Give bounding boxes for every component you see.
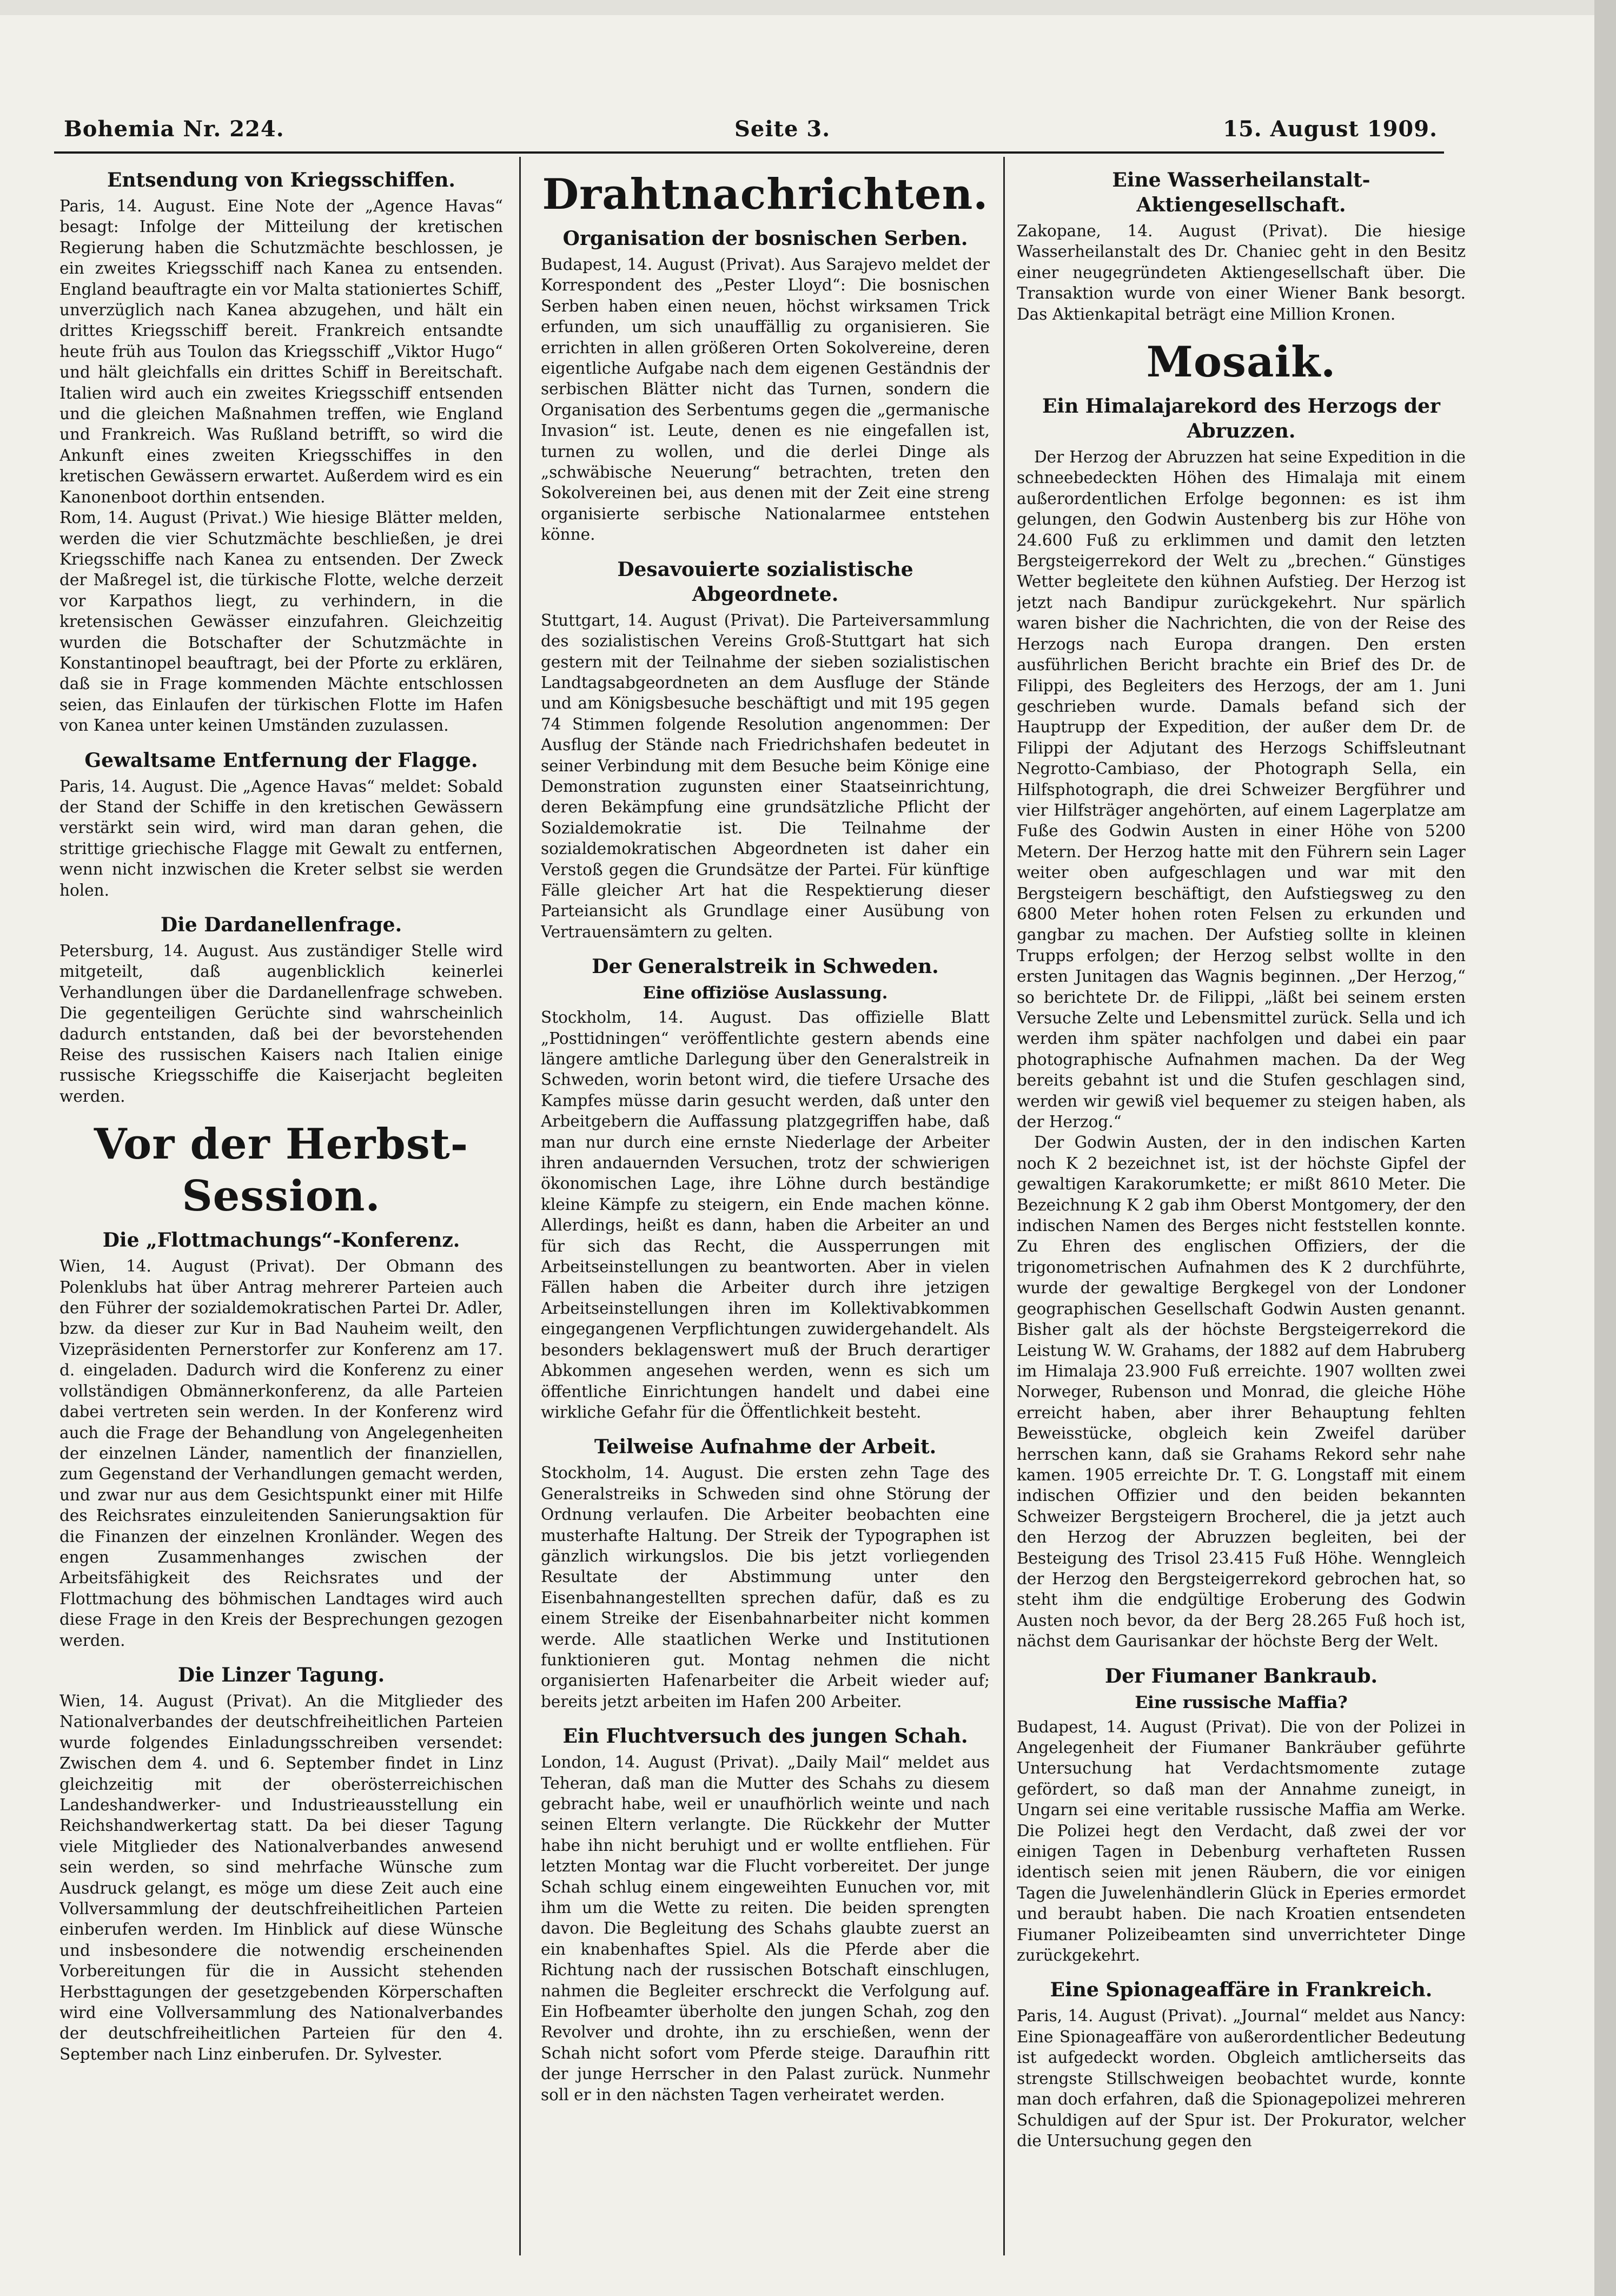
article-body: Stuttgart, 14. August (Privat). Die Parteiversammlung des sozialistischen Vereins Groß-Stuttgart hat sich gestern mit der Teilnahme der sieben sozialistischen Landtagsabgeordneten an dem Ausfluge der Stände und am Königsbesuche beschäftigt und mit 195 gegen 74 Stimmen folgende Resolution angenommen: Der Ausflug der Stände nach Friedrichshafen bedeutet in seiner Verbindung mit dem Besuche beim Könige eine Demonstration zugunsten einer Staatseinrichtung, deren Bekämpfung eine grundsätzliche Pflicht der Sozialdemokratie ist. Die Teilnahme der sozialdemokratischen Abgeordneten ist daher ein Verstoß gegen die Grundsätze der Partei. Für künftige Fälle gleicher Art hat die Respektierung dieser Parteiansicht als Grundlage einer Ausübung von Vertrauensämtern zu gelten. <box>541 611 990 941</box>
article-body: Stockholm, 14. August. Die ersten zehn Tage des Generalstreiks in Schweden sind ohne Störung der Ordnung verlaufen. Die Arbeiter beobachten eine musterhafte Haltung. Der Streik der Typographen ist gänzlich wirkungslos. Die bis jetzt vorliegenden Resultate der Abstimmung unter den Eisenbahnangestellten sprechen dafür, daß es zu einem Streike der Eisenbahnarbeiter nicht kommen werde. Alle staatlichen Werke und Institutionen funktionieren gut. Montag nehmen die nicht organisierten Hafenarbeiter die Arbeit wieder auf; bereits jetzt arbeiten im Hafen 200 Arbeiter. <box>541 1464 990 1711</box>
header-page-number: Seite 3. <box>734 116 831 142</box>
page-header <box>64 116 1438 149</box>
column-right <box>1017 162 1466 2272</box>
article-subheadline: Eine offiziöse Auslassung. <box>643 983 888 1003</box>
article-headline: Desavouierte sozialistische Abgeordnete. <box>617 558 913 606</box>
article-headline: Der Fiumaner Bankraub. <box>1104 1664 1378 1688</box>
article <box>1017 1977 1466 2151</box>
article <box>1017 394 1466 1652</box>
article <box>541 226 990 545</box>
article-headline: Die Dardanellenfrage. <box>160 914 402 936</box>
article-headline: Gewaltsame Entfernung der Flagge. <box>84 749 478 772</box>
article-body: Paris, 14. August. Die „Agence Havas“ meldet: Sobald der Stand der Schiffe in den kretischen Gewässern verstärkt sein wird, wird man daran gehen, die strittige griechische Flagge mit Gewalt zu entfernen, wenn nicht inzwischen die Kreter selbst sie werden holen. <box>59 777 503 899</box>
article <box>541 557 990 943</box>
article-body: London, 14. August (Privat). „Daily Mail“ meldet aus Teheran, daß man die Mutter des Schahs zu diesem gebracht habe, weil er unaufhörlich weinte und nach seinen Eltern verlangte. Die Rückkehr der Mutter habe ihn nicht beruhigt und er wollte entfliehen. Für letzten Montag war die Flucht vorbereitet. Der junge Schah schlug einem eingeweihten Eunuchen vor, mit ihm um die Wette zu reiten. Die beiden sprengten davon. Die Begleitung des Schahs glaubte zuerst an ein knabenhaftes Spiel. Als die Pferde aber die Richtung nach der russischen Botschaft einschlugen, nahmen die Begleiter erschreckt die Verfolgung auf. Ein Hofbeamter überholte den jungen Schah, zog den Revolver und drohte, ihn zu erschießen, wenn der Schah nicht sofort vom Pferde steige. Daraufhin ritt der junge Herrscher in den Palast zurück. Nunmehr soll er in den nächsten Tagen verheiratet werden. <box>541 1753 990 2104</box>
article-headline: Ein Fluchtversuch des jungen Schah. <box>562 1725 968 1748</box>
article-body: Paris, 14. August (Privat). „Journal“ meldet aus Nancy: Eine Spionageaffäre von außerordentlicher Bedeutung ist aufgedeckt worden. Obgleich amtlicherseits das strengste Stillschweigen beobachtet wurde, konnte man doch erfahren, daß die Spionagepolizei mehreren Schuldigen auf der Spur ist. Der Prokurator, welcher die Untersuchung gegen den <box>1017 2007 1466 2150</box>
section-heading: Mosaik. <box>1146 338 1336 387</box>
article-subheadline: Eine russische Maffia? <box>1135 1692 1348 1712</box>
article <box>541 1434 990 1712</box>
article <box>59 748 503 901</box>
article-body: Budapest, 14. August (Privat). Die von der Polizei in Angelegenheit der Fiumaner Bankräuber geführte Untersuchung hat Verdachtsmomente zutage gefördert, so daß man der Annahme zuneigt, in Ungarn sei eine veritable russische Maffia am Werke. Die Polizei hegt den Verdacht, daß zwei der vor einigen Tagen in Debenburg verhafteten Russen identisch seien mit jenen Räubern, die vor einigen Tagen die Juwelenhändlerin Glück in Eperies ermordet und beraubt haben. Die nach Kroatien entsendeten Fiumaner Polizeibeamten sind unverrichteter Dinge zurückgekehrt. <box>1017 1717 1466 1965</box>
article <box>1017 168 1466 325</box>
article <box>541 1724 990 2105</box>
article-body: Petersburg, 14. August. Aus zuständiger Stelle wird mitgeteilt, daß augenblicklich keinerlei Verhandlungen über die Dardanellenfrage schweben. Die gegenteiligen Gerüchte sind wahrscheinlich dadurch entstanden, daß bei der bevorstehenden Reise des russischen Kaisers nach Italien einige russische Kriegsschiffe die Kaiserjacht begleiten werden. <box>59 942 503 1106</box>
article <box>59 1228 503 1651</box>
article-headline: Eine Spionageaffäre in Frankreich. <box>1050 1979 1433 2002</box>
header-paper-number: Bohemia Nr. 224. <box>64 116 284 142</box>
scan-edge-right <box>1594 0 1616 2296</box>
article <box>59 168 503 736</box>
column-left <box>59 162 503 2272</box>
header-rule <box>54 151 1444 154</box>
article-body: Der Herzog der Abruzzen hat seine Expedition in die schneebedeckten Höhen des Himalaja mit einem außerordentlichen Erfolge begonnen: es ist ihm gelungen, den Godwin Austenberg bis zur Höhe von 24.600 Fuß zu erklimmen und damit den letzten Bergsteigerrekord der Welt zu „brechen.“ Günstiges Wetter begleitete den kühnen Aufstieg. Der Herzog ist jetzt nach Bandipur zurückgekehrt. Nur spärlich waren bisher die Nachrichten, die von der Reise des Herzogs nach Europa drangen. Den ersten ausführlichen Bericht brachte ein Brief des Dr. de Filippi, des Begleiters des Herzogs, der am 1. Juni geschrieben wurde. Damals befand sich der Hauptrupp der Expedition, der außer dem Dr. de Filippi der Adjutant des Herzogs Schiffsleutnant Negrotto-Cambiaso, der Photograph Sella, ein Hilfsphotograph, die drei Schweizer Bergführer und vier Hilfsträger angehörten, auf einem Lagerplatze am Fuße des Godwin Austen in einer Höhe von 5200 Metern. Der Herzog hatte mit den Führern sein Lager weiter oben aufgeschlagen und war mit den Bergsteigern beschäftigt, den Aufstiegsweg zu den 6800 Meter hohen roten Felsen zu erkunden und gangbar zu machen. Der Aufstieg sollte in kleinen Trupps erfolgen; der Herzog selbst wollte in den ersten Junitagen das Wagnis beginnen. „Der Herzog,“ so berichtete Dr. de Filippi, „läßt bei seinem ersten Versuche Zelte und Lebensmittel zurück. Sella und ich werden ihm später nachfolgen und dabei ein paar photographische Aufnahmen machen. Da der Weg bereits gebahnt ist und die Stufen geschlagen sind, werden wir gewiß viel bequemer zu steigen haben, als der Herzog.“ <box>1017 448 1466 1132</box>
section-heading: Drahtnachrichten. <box>542 170 989 219</box>
article <box>1017 1664 1466 1966</box>
article-body: Rom, 14. August (Privat.) Wie hiesige Blätter melden, werden die vier Schutzmächte beschließen, je drei Kriegsschiffe nach Kanea zu entsenden. Der Zweck der Maßregel ist, die türkische Flotte, welche derzeit vor Karpathos liegt, zu verhindern, in die kretensischen Gewässer einzufahren. Gleichzeitig wurden die Botschafter der Schutzmächte in Konstantinopel beauftragt, bei der Pforte zu erklären, daß sie in Frage kommenden Mächte entschlossen seien, das Einlaufen der türkischen Flotte im Hafen von Kanea unter keinen Umständen zuzulassen. <box>59 508 503 735</box>
column-rule-left <box>519 157 521 2255</box>
article-headline: Organisation der bosnischen Serben. <box>562 227 968 250</box>
column-rule-right <box>1003 157 1005 2255</box>
article-headline: Entsendung von Kriegsschiffen. <box>107 169 455 191</box>
article-body: Wien, 14. August (Privat). An die Mitglieder des Nationalverbandes der deutschfreiheitlichen Parteien wurde folgendes Einladungsschreiben versendet: Zwischen dem 4. und 6. September findet in Linz gleichzeitig mit der oberösterreichischen Landeshandwerker- und Industrieausstellung ein Reichshandwerkertag statt. Da bei dieser Tagung viele Mitglieder des Nationalverbandes anwesend sein werden, so sind mehrfache Wünsche zum Ausdruck gelangt, es möge um diese Zeit auch eine Vollversammlung der deutschfreiheitlichen Parteien einberufen werden. Im Hinblick auf diese Wünsche und insbesondere die notwendig erscheinenden Vorbereitungen für die in Aussicht stehenden Herbsttagungen der gesetzgebenden Körperschaften wird eine Vollversammlung des Nationalverbandes der deutschfreiheitlichen Parteien für den 4. September nach Linz einberufen. Dr. Sylvester. <box>59 1691 503 2063</box>
article-headline: Teilweise Aufnahme der Arbeit. <box>594 1435 937 1459</box>
article-headline: Ein Himalajarekord des Herzogs der Abruzzen. <box>1042 395 1440 443</box>
article <box>59 1663 503 2065</box>
article-body: Stockholm, 14. August. Das offizielle Blatt „Posttidningen“ veröffentlichte gestern abends eine längere amtliche Darlegung über den Generalstreik in Schweden, worin betont wird, die tiefere Ursache des Kampfes müsse darin gesucht werden, daß unter den Arbeitgebern die Auffassung platzgegriffen habe, daß man nur durch eine ernste Niederlage der Arbeiter ihren andauernden Versuchen, trotz der schwierigen ökonomischen Lage, ihre Löhne durch beständige kleine Kämpfe zu steigern, ein Ende machen könne. Allerdings, heißt es dann, haben die Arbeiter an und für sich das Recht, die Aussperrungen mit Arbeitseinstellungen zu beantworten. Aber in vielen Fällen haben die Arbeiter durch ihre jetzigen Arbeitseinstellungen ihren im Kollektivabkommen eingegangenen Verpflichtungen zuwidergehandelt. Als besonders beklagenswert muß der Bruch derartiger Abkommen angesehen werden, wenn es sich um öffentliche Einrichtungen handelt und dabei eine wirkliche Gefahr für die Öffentlichkeit besteht. <box>541 1008 990 1421</box>
article-body: Budapest, 14. August (Privat). Aus Sarajevo meldet der Korrespondent des „Pester Lloyd“: Die bosnischen Serben haben einen neuen, höchst wirksamen Trick erfunden, um sich unauffällig zu organisieren. Sie errichten in allen größeren Orten Sokolvereine, deren eigentliche Aufgabe nach dem eigenen Geständnis der serbischen Blätter nicht das Turnen, sondern die Organisation des Serbentums gegen die „germanische Invasion“ ist. Leute, denen es nie eingefallen ist, turnen zu wollen, und die derlei Dinge als „schwäbische Neuerung“ betrachten, treten den Sokolvereinen bei, aus denen mit der Zeit eine streng organisierte serbische Nationalarmee entstehen könne. <box>541 255 990 544</box>
column-middle <box>541 162 990 2272</box>
header-date: 15. August 1909. <box>1223 116 1438 142</box>
article-body: Zakopane, 14. August (Privat). Die hiesige Wasserheilanstalt des Dr. Chaniec geht in den Besitz einer neugegründeten Aktiengesellschaft über. Die Transaktion wurde von einer Wiener Bank besorgt. Das Aktienkapital beträgt eine Million Kronen. <box>1017 222 1466 323</box>
article-body: Wien, 14. August (Privat). Der Obmann des Polenklubs hat über Antrag mehrerer Parteien auch den Führer der sozialdemokratischen Partei Dr. Adler, bzw. da dieser zur Kur in Bad Nauheim weilt, den Vizepräsidenten Pernerstorfer zur Konferenz am 17. d. eingeladen. Dadurch wird die Konferenz zu einer vollständigen Obmännerkonferenz, da alle Parteien dabei vertreten sein werden. In der Konferenz wird auch die Frage der Behandlung von Angelegenheiten der einzelnen Länder, namentlich der finanziellen, zum Gegenstand der Verhandlungen gemacht werden, und zwar nur aus dem Gesichtspunkt einer mit Hilfe des Reichsrates einzuleitenden Sanierungsaktion für die Finanzen der einzelnen Kronländer. Wegen des engen Zusammenhanges zwischen der Arbeitsfähigkeit des Reichsrates und der Flottmachung des böhmischen Landtages wird auch diese Frage in den Kreis der Besprechungen gezogen werden. <box>59 1257 503 1650</box>
article-headline: Die Linzer Tagung. <box>177 1663 385 1686</box>
article-headline: Die „Flottmachungs“-Konferenz. <box>102 1229 460 1252</box>
article-headline: Der Generalstreik in Schweden. <box>592 955 939 978</box>
article-body: Der Godwin Austen, der in den indischen Karten noch K 2 bezeichnet ist, ist der höchste Gipfel der gewaltigen Karakorumkette; er mißt 8610 Meter. Die Bezeichnung K 2 gab ihm Oberst Montgomery, der den indischen Namen des Berges nicht feststellen konnte. Zu Ehren des englischen Offiziers, der die trigonometrischen Aufnahmen des K 2 durchführte, wurde der gewaltige Bergkegel von der Londoner geographischen Gesellschaft Godwin Austen genannt. Bisher galt als der höchste Bergsteigerrekord die Leistung W. W. Grahams, der 1882 auf dem Habruberg im Himalaja 23.900 Fuß erreichte. 1907 wollten zwei Norweger, Rubenson und Monrad, die gleiche Höhe erreicht haben, aber ihrer Behauptung fehlten Beweisstücke, obgleich kein Zweifel darüber herrschen kann, daß sie Grahams Rekord sehr nahe kamen. 1905 erreichte Dr. T. G. Longstaff mit einem indischen Offizier und den beiden bekannten Schweizer Bergsteigern Brocherel, die ja jetzt auch den Herzog der Abruzzen begleiten, bei der Besteigung des Trisol 23.415 Fuß Höhe. Wenngleich der Herzog den Bergsteigerrekord gebrochen hat, so steht ihm die endgültige Eroberung des Godwin Austen noch bevor, da der Berg 28.265 Fuß hoch ist, nächst dem Gaurisankar der höchste Berg der Welt. <box>1017 1133 1466 1651</box>
article-body: Paris, 14. August. Eine Note der „Agence Havas“ besagt: Infolge der Mitteilung der kretischen Regierung haben die Schutzmächte beschlossen, je ein zweites Kriegsschiff nach Kanea zu entsenden. England beauftragte ein vor Malta stationiertes Schiff, unverzüglich nach Kanea abzugehen, und hält ein drittes Kriegsschiff bereit. Frankreich entsandte heute früh aus Toulon das Kriegsschiff „Viktor Hugo“ und hält gleichfalls ein drittes Schiff in Bereitschaft. Italien wird auch ein zweites Kriegsschiff entsenden und die gleichen Maßnahmen treffen, wie England und Frankreich. Was Rußland betrifft, so wird die Ankunft eines zweiten Kriegsschiffes in den kretischen Gewässern erwartet. Außerdem wird es ein Kanonenboot dorthin entsenden. <box>59 197 503 506</box>
scan-edge-top <box>0 0 1616 15</box>
article-headline: Eine Wasserheilanstalt-Aktiengesellschaft. <box>1112 169 1370 216</box>
article <box>59 912 503 1107</box>
section-heading: Vor der Herbst-Session. <box>94 1120 469 1221</box>
article <box>541 954 990 1422</box>
